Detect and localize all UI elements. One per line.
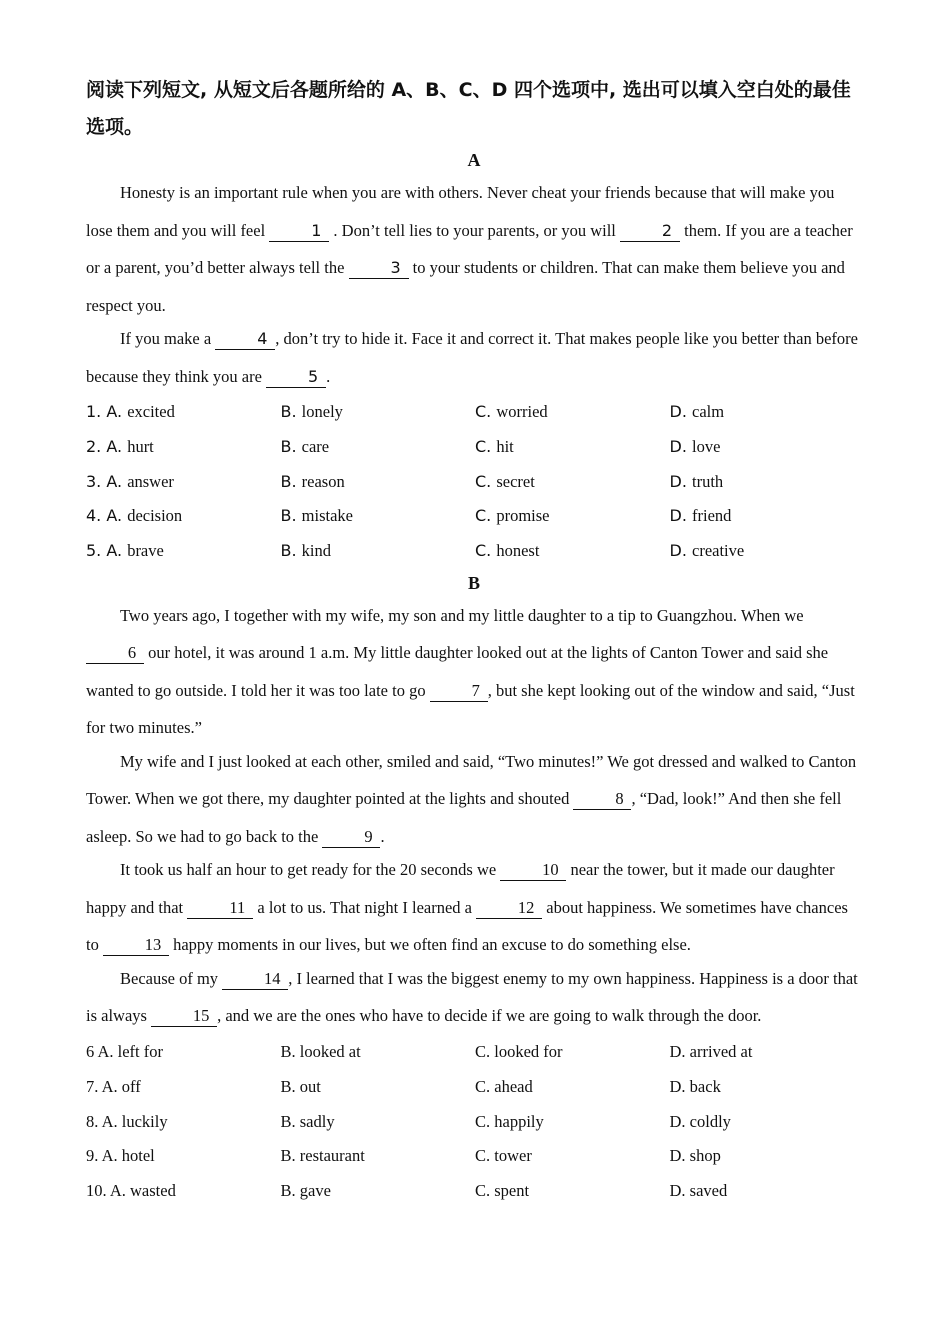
option-row-8 bbox=[86, 1105, 862, 1140]
option-9d: D. shop bbox=[669, 1146, 721, 1166]
option-3c: secret bbox=[496, 471, 535, 491]
option-2a: hurt bbox=[127, 436, 154, 456]
option-row-4: 4. A. decision B. mistake C. promise D. friend bbox=[86, 506, 732, 526]
blank-6: 6 bbox=[86, 643, 144, 664]
option-4a: decision bbox=[127, 506, 183, 526]
option-8a: 8. A. luckily bbox=[86, 1111, 168, 1131]
option-8b: B. sadly bbox=[280, 1111, 335, 1131]
blank-11: 11 bbox=[187, 898, 253, 919]
option-4d: friend bbox=[692, 506, 732, 526]
option-row-5: 5. A. brave B. kind C. honest D. creative bbox=[86, 541, 745, 561]
option-2c: hit bbox=[496, 436, 514, 456]
section-a-paragraph-2: If you make a 4 , don’t try to hide it. Face it and correct it. That makes people like you better than before because they think you are 5 . bbox=[86, 329, 858, 386]
blank-14: 14 bbox=[222, 969, 288, 990]
option-2b: care bbox=[301, 436, 330, 456]
instructions: 阅读下列短文, 从短文后各题所给的 A、B、C、D 四个选项中, 选出可以填入空白处的最佳选项。 bbox=[86, 79, 851, 138]
section-a-paragraph-1: Honesty is an important rule when you are with others. Never cheat your friends because that will make you lose them and you will feel 1 . Don’t tell lies to your parents, or you will 2 them. If you are a teacher or a parent, you’d better always tell the 3 to your students or children. That can make them believe you and respect you. bbox=[86, 183, 853, 315]
option-2d: love bbox=[692, 436, 721, 456]
blank-10: 10 bbox=[500, 860, 566, 881]
option-6d: D. arrived at bbox=[669, 1041, 753, 1061]
worksheet-page bbox=[86, 72, 862, 1209]
option-8d: D. coldly bbox=[669, 1111, 731, 1131]
option-5b: kind bbox=[301, 541, 331, 561]
section-b-title: B bbox=[467, 572, 480, 593]
option-4b: mistake bbox=[301, 506, 353, 526]
blank-5: 5 bbox=[266, 367, 326, 388]
option-7a: 7. A. off bbox=[86, 1076, 141, 1096]
option-6a: 6 A. left for bbox=[86, 1041, 163, 1061]
option-row-3: 3. A. answer B. reason C. secret D. truth bbox=[86, 471, 724, 491]
option-3d: truth bbox=[692, 471, 724, 491]
option-10a: 10. A. wasted bbox=[86, 1181, 176, 1201]
blank-1: 1 bbox=[269, 221, 329, 242]
blank-7: 7 bbox=[430, 681, 488, 702]
option-7d: D. back bbox=[669, 1076, 721, 1096]
option-3a: answer bbox=[127, 471, 174, 491]
blank-13: 13 bbox=[103, 935, 169, 956]
blank-15: 15 bbox=[151, 1006, 217, 1027]
option-10c: C. spent bbox=[475, 1181, 530, 1201]
section-a-title: A bbox=[467, 150, 481, 170]
option-10b: B. gave bbox=[280, 1181, 331, 1201]
blank-4: 4 bbox=[215, 329, 275, 350]
blank-12: 12 bbox=[476, 898, 542, 919]
section-b-paragraph-3: It took us half an hour to get ready for the 20 seconds we 10 near the tower, but it made our daughter happy and that 11 a lot to us. That night I learned a 12 about happiness. We sometimes have chances to 13 happy moments in our lives, but we often find an excuse to do something else. bbox=[86, 860, 848, 955]
section-b-paragraph-2: My wife and I just looked at each other, smiled and said, “Two minutes!” We got dressed and walked to Canton Tower. When we got there, my daughter pointed at the lights and shouted 8 , “Dad, look!” And then she fell asleep. So we had to go back to the 9 . bbox=[86, 751, 857, 846]
option-9b: B. restaurant bbox=[280, 1146, 365, 1166]
option-10d: D. saved bbox=[669, 1181, 728, 1201]
option-3b: reason bbox=[301, 471, 345, 491]
option-9c: C. tower bbox=[475, 1146, 532, 1166]
option-row-10 bbox=[86, 1174, 862, 1209]
section-b-paragraph-1: Two years ago, I together with my wife, my son and my little daughter to a tip to Guangzhou. When we 6 our hotel, it was around 1 a.m. My little daughter looked out at the lights of Canton Tower and said she wanted to go outside. I told her it was too late to go 7 , but she kept looking out of the window and said, “Just for two minutes.” bbox=[86, 605, 855, 738]
option-6c: C. looked for bbox=[475, 1041, 563, 1061]
option-5c: honest bbox=[496, 541, 540, 561]
option-row-7 bbox=[86, 1070, 862, 1105]
section-a-options bbox=[86, 395, 862, 569]
option-row-9 bbox=[86, 1139, 862, 1174]
blank-8: 8 bbox=[573, 789, 631, 810]
option-8c: C. happily bbox=[475, 1111, 544, 1131]
blank-2: 2 bbox=[620, 221, 680, 242]
blank-9: 9 bbox=[322, 827, 380, 848]
option-1c: worried bbox=[496, 402, 548, 421]
option-1a: excited bbox=[127, 402, 175, 421]
option-9a: 9. A. hotel bbox=[86, 1146, 155, 1166]
option-5d: creative bbox=[692, 541, 745, 561]
section-b-paragraph-4: Because of my 14 , I learned that I was the biggest enemy to my own happiness. Happiness is a door that is always 15 , and we are the ones who have to decide if we are going to walk through the door. bbox=[86, 968, 858, 1026]
option-row-2: 2. A. hurt B. care C. hit D. love bbox=[86, 436, 721, 456]
option-row-1: 1. A. excited B. lonely C. worried D. calm bbox=[86, 402, 725, 421]
option-6b: B. looked at bbox=[280, 1041, 361, 1061]
option-row-6 bbox=[86, 1035, 862, 1070]
option-4c: promise bbox=[496, 506, 550, 526]
option-5a: brave bbox=[127, 541, 164, 561]
option-1d: calm bbox=[692, 402, 725, 421]
option-7c: C. ahead bbox=[475, 1076, 533, 1096]
option-1b: lonely bbox=[301, 402, 343, 421]
option-7b: B. out bbox=[280, 1076, 321, 1096]
blank-3: 3 bbox=[349, 258, 409, 279]
section-b-options bbox=[86, 1035, 862, 1209]
